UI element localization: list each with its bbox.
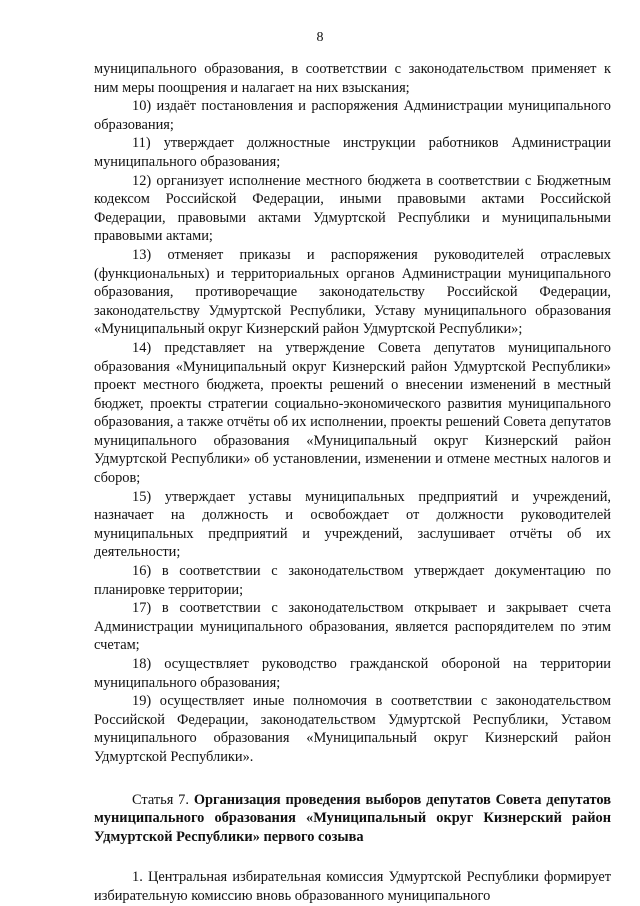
list-item-16: 16) в соответствии с законодательством утверждает документацию по планировке территории; (94, 563, 611, 598)
article-prefix: Статья 7. (132, 791, 194, 808)
list-item-11: 11) утверждает должностные инструкции работников Администрации муниципального образования; (94, 135, 611, 170)
clause-1: 1. Центральная избирательная комиссия Удмуртской Республики формирует избирательную комиссию вновь образованного муниципального (94, 869, 611, 904)
list-item-15: 15) утверждает уставы муниципальных предприятий и учреждений, назначает на должность и освобождает от должности руководителей муниципальных предприятий и учреждений, заслушивает отчёты об их деятельности; (94, 488, 611, 561)
list-item-12: 12) организует исполнение местного бюджета в соответствии с Бюджетным кодексом Российской Федерации, иными правовыми актами Российской Федерации, правовыми актами Удмуртской Республики и муниципальными правовыми актами; (94, 172, 611, 245)
list-item-10: 10) издаёт постановления и распоряжения Администрации муниципального образования; (94, 98, 611, 133)
list-item-18: 18) осуществляет руководство гражданской обороной на территории муниципального образования; (94, 656, 611, 691)
article-title: Организация проведения выборов депутатов Совета депутатов муниципального образования «Муниципальный округ Кизнерский район Удмуртской Республики» первого созыва (94, 791, 611, 845)
list-item-14: 14) представляет на утверждение Совета депутатов муниципального образования «Муниципальный округ Кизнерский район Удмуртской Республики» проект местного бюджета, проекты решений о внесении изменений в местный бюджет, проекты стратегии социально-экономического развития муниципального образования, а также отчёты об их исполнении, проекты решений Совета депутатов муниципального образования «Муниципальный округ Кизнерский район Удмуртской Республики» об установлении, изменении и отмене местных налогов и сборов; (94, 339, 611, 487)
list-item-17: 17) в соответствии с законодательством открывает и закрывает счета Администрации муниципального образования, является распорядителем по этим счетам; (94, 600, 611, 654)
page-number: 8 (316, 30, 324, 45)
article-heading (94, 791, 611, 847)
list-item-13: 13) отменяет приказы и распоряжения руководителей отраслевых (функциональных) и территориальных органов Администрации муниципального образования, противоречащие законодательству Российской Федерации, законодательству Удмуртской Республики, Уставу муниципального образования «Муниципальный округ Кизнерский район Удмуртской Республики»; (94, 246, 611, 338)
list-item-19: 19) осуществляет иные полномочия в соответствии с законодательством Российской Федерации, законодательством Удмуртской Республики, Уставом муниципального образования «Муниципальный округ Кизнерский район Удмуртской Республики». (94, 693, 611, 765)
document-body (94, 60, 611, 906)
paragraph-continuation: муниципального образования, в соответствии с законодательством применяет к ним меры поощрения и налагает на них взыскания; (94, 61, 611, 96)
